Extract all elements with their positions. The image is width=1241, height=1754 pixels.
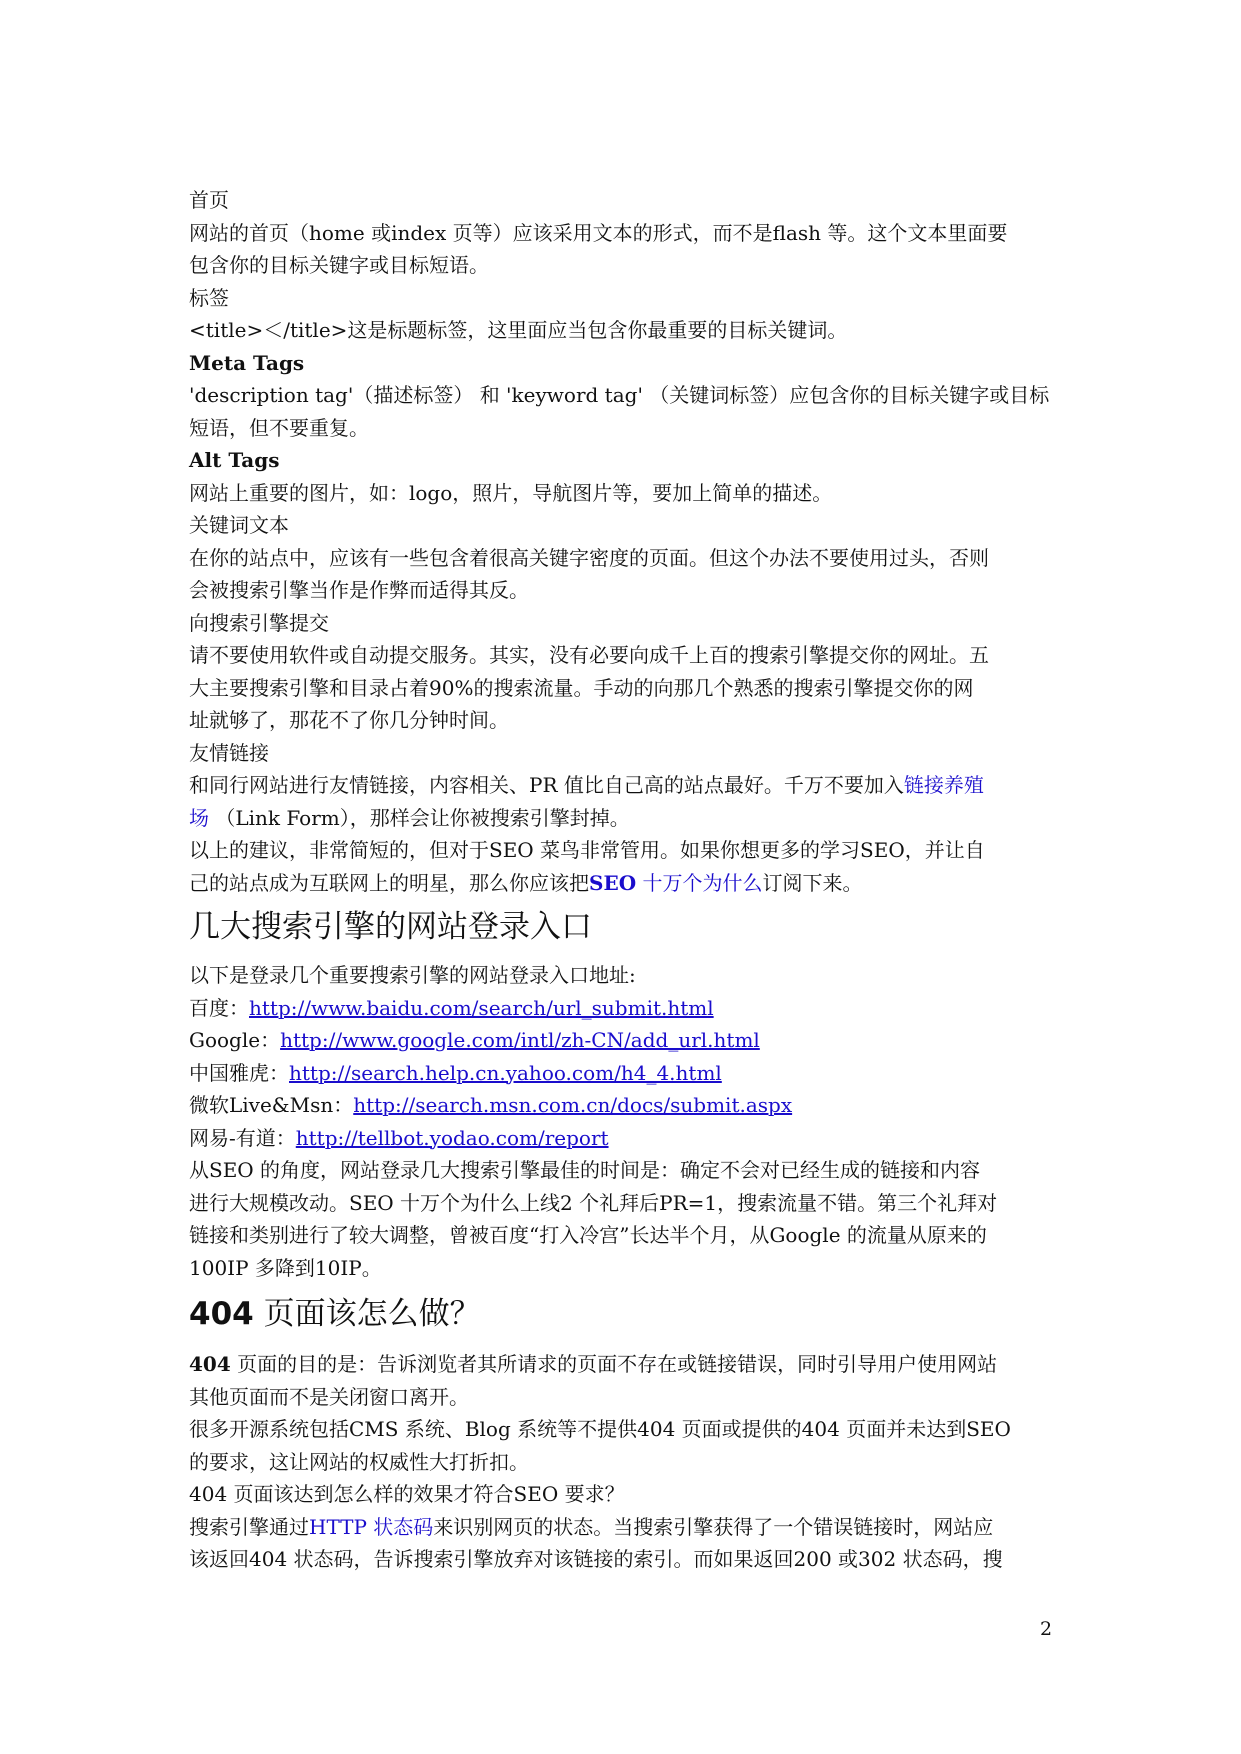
paragraph-line: [189, 1511, 1069, 1544]
paragraph-line: [189, 802, 1069, 835]
paragraph-line: 以上的建议，非常简短的，但对于SEO 菜鸟非常管用。如果你想更多的学习SEO，并让自: [189, 838, 985, 862]
paragraph-line: 大主要搜索引擎和目录占着90%的搜索流量。手动的向那几个熟悉的搜索引擎提交你的网: [189, 675, 974, 700]
paragraph-line: 100IP 多降到10IP。: [189, 1255, 382, 1280]
text-span: 页面的目的是：告诉浏览者其所请求的页面不存在或链接错误，同时引导用户使用网站: [230, 1352, 998, 1376]
paragraph-line: [189, 769, 1069, 802]
bold-404: 404: [189, 1352, 231, 1376]
document-body: [189, 184, 1069, 1576]
entry-baidu: [189, 992, 1069, 1025]
paragraph-line: [189, 1348, 1069, 1381]
seo-faq-link[interactable]: 十万个为什么: [636, 870, 763, 895]
text-span: 搜索引擎通过: [189, 1514, 309, 1539]
text-span: （Link Form），那样会让你被搜索引擎封掉。: [209, 805, 630, 830]
paragraph-line: 该返回404 状态码，告诉搜索引擎放弃对该链接的索引。而如果返回200 或302 状态码，搜: [189, 1547, 1003, 1571]
paragraph-line: 链接和类别进行了较大调整，曾被百度“打入冷宫”长达半个月，从Google 的流量从原来的: [189, 1223, 987, 1247]
paragraph-line: 网站的首页（home 或index 页等）应该采用文本的形式，而不是flash 等。这个文本里面要: [189, 220, 1008, 245]
entry-label: Google：: [189, 1028, 281, 1052]
section-title-home: 首页: [189, 188, 229, 212]
paragraph-line: 请不要使用软件或自动提交服务。其实，没有必要向成千上百的搜索引擎提交你的网址。五: [189, 643, 989, 667]
text-span: 订阅下来。: [762, 870, 863, 895]
heading-404-number: 404: [189, 1296, 254, 1332]
heading-404-text: 页面该怎么做？: [253, 1296, 481, 1332]
text-span: 和同行网站进行友情链接，内容相关、PR 值比自己高的站点最好。千万不要加入: [189, 773, 904, 797]
paragraph-line: 进行大规模改动。SEO 十万个为什么上线2 个礼拜后PR=1，搜索流量不错。第三个礼拜对: [189, 1190, 998, 1215]
paragraph-line: 'description tag'（描述标签） 和 'keyword tag' （关键词标签）应包含你的目标关键字或目标: [189, 383, 1050, 407]
section-title-friend-links: 友情链接: [189, 740, 269, 765]
section-title-alt-tags: Alt Tags: [189, 448, 280, 472]
seo-faq-link-bold[interactable]: SEO: [589, 870, 637, 895]
heading-404-page: [189, 1295, 1069, 1333]
paragraph-line: 其他页面而不是关闭窗口离开。: [189, 1384, 469, 1409]
paragraph-line: 的要求，这让网站的权威性大打折扣。: [189, 1449, 529, 1474]
entry-label: 百度：: [189, 995, 249, 1020]
paragraph-line: 短语，但不要重复。: [189, 415, 369, 440]
entry-label: 微软Live&Msn：: [189, 1093, 354, 1117]
entry-google: [189, 1024, 1069, 1057]
yahoo-submit-link[interactable]: http://search.help.cn.yahoo.com/h4_4.html: [289, 1060, 722, 1085]
section-title-meta-tags: Meta Tags: [189, 350, 305, 375]
entry-yahoo: [189, 1057, 1069, 1090]
paragraph-line: [189, 867, 1069, 900]
entry-label: 中国雅虎：: [189, 1060, 289, 1085]
paragraph-line: 址就够了，那花不了你几分钟时间。: [189, 708, 509, 732]
link-farm-link-cont[interactable]: 场: [189, 805, 209, 830]
http-status-code-link[interactable]: HTTP 状态码: [309, 1514, 434, 1539]
heading-search-engine-submission: 几大搜索引擎的网站登录入口: [189, 909, 592, 945]
entry-label: 网易-有道：: [189, 1125, 296, 1150]
text-span: 来识别网页的状态。当搜索引擎获得了一个错误链接时，网站应: [433, 1514, 994, 1539]
paragraph-line: 以下是登录几个重要搜索引擎的网站登录入口地址:: [189, 963, 636, 987]
section-title-keyword-text: 关键词文本: [189, 513, 289, 537]
entry-msn: [189, 1089, 1069, 1122]
youdao-submit-link[interactable]: http://tellbot.yodao.com/report: [295, 1125, 609, 1150]
section-title-submit: 向搜索引擎提交: [189, 610, 329, 635]
paragraph-line: 包含你的目标关键字或目标短语。: [189, 253, 489, 277]
msn-submit-link[interactable]: http://search.msn.com.cn/docs/submit.aspx: [353, 1093, 793, 1117]
baidu-submit-link[interactable]: http://www.baidu.com/search/url_submit.html: [249, 995, 714, 1020]
paragraph-line: 从SEO 的角度，网站登录几大搜索引擎最佳的时间是：确定不会对已经生成的链接和内容: [189, 1158, 981, 1182]
page-number: 2: [1040, 1618, 1053, 1640]
section-title-tag: 标签: [189, 285, 229, 310]
paragraph-line: <title>＜/title>这是标题标签，这里面应当包含你最重要的目标关键词。: [189, 318, 848, 342]
entry-youdao: [189, 1122, 1069, 1155]
paragraph-line: 网站上重要的图片，如：logo，照片，导航图片等，要加上简单的描述。: [189, 480, 833, 505]
paragraph-line: 404 页面该达到怎么样的效果才符合SEO 要求？: [189, 1482, 625, 1506]
paragraph-line: 会被搜索引擎当作是作弊而适得其反。: [189, 578, 529, 602]
text-span: 己的站点成为互联网上的明星，那么你应该把: [189, 870, 589, 895]
google-submit-link[interactable]: http://www.google.com/intl/zh-CN/add_url.html: [280, 1028, 760, 1052]
paragraph-line: 很多开源系统包括CMS 系统、Blog 系统等不提供404 页面或提供的404 页面并未达到SEO: [189, 1417, 1011, 1441]
paragraph-line: 在你的站点中，应该有一些包含着很高关键字密度的页面。但这个办法不要使用过头，否则: [189, 545, 989, 570]
link-farm-link[interactable]: 链接养殖: [903, 773, 984, 797]
